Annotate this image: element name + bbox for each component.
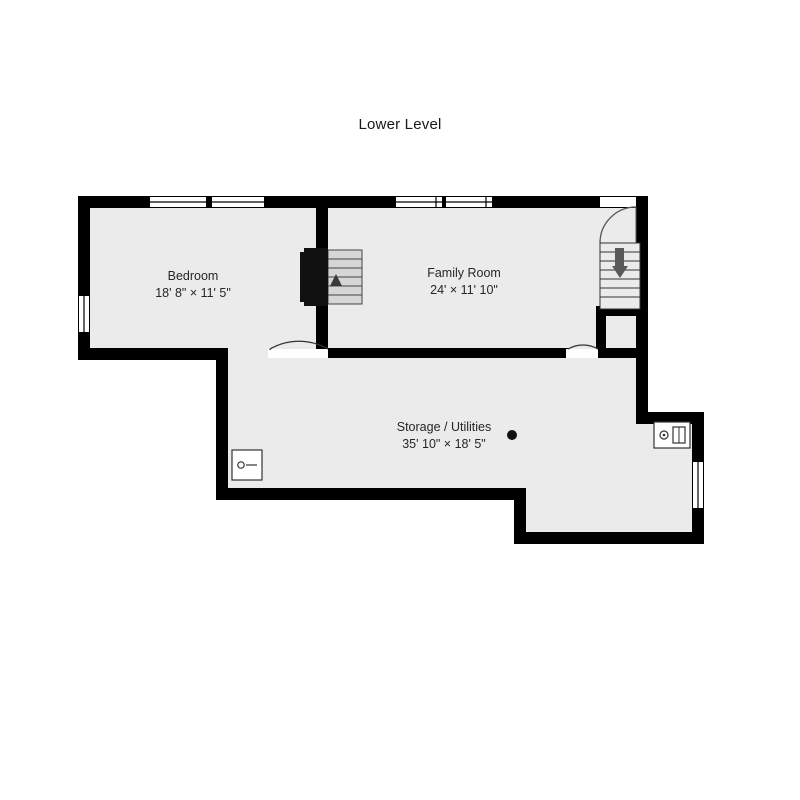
water-heater-fixture bbox=[232, 450, 262, 480]
room-label-storage-utilities bbox=[334, 419, 554, 453]
stairs-center bbox=[300, 248, 362, 306]
room-dimensions: 18' 8" × 11' 5" bbox=[155, 285, 231, 300]
room-name: Storage / Utilities bbox=[396, 420, 492, 434]
utility-sink-fixture bbox=[654, 422, 690, 448]
room-name: Family Room bbox=[427, 266, 501, 280]
room-label-bedroom bbox=[93, 268, 293, 302]
room-dimensions: 24' × 11' 10" bbox=[430, 282, 498, 297]
page-title: Lower Level bbox=[358, 116, 442, 133]
room-label-family-room bbox=[364, 265, 564, 299]
room-name: Bedroom bbox=[167, 269, 219, 283]
stairs-up-right bbox=[600, 243, 640, 309]
room-dimensions: 35' 10" × 18' 5" bbox=[402, 436, 486, 451]
